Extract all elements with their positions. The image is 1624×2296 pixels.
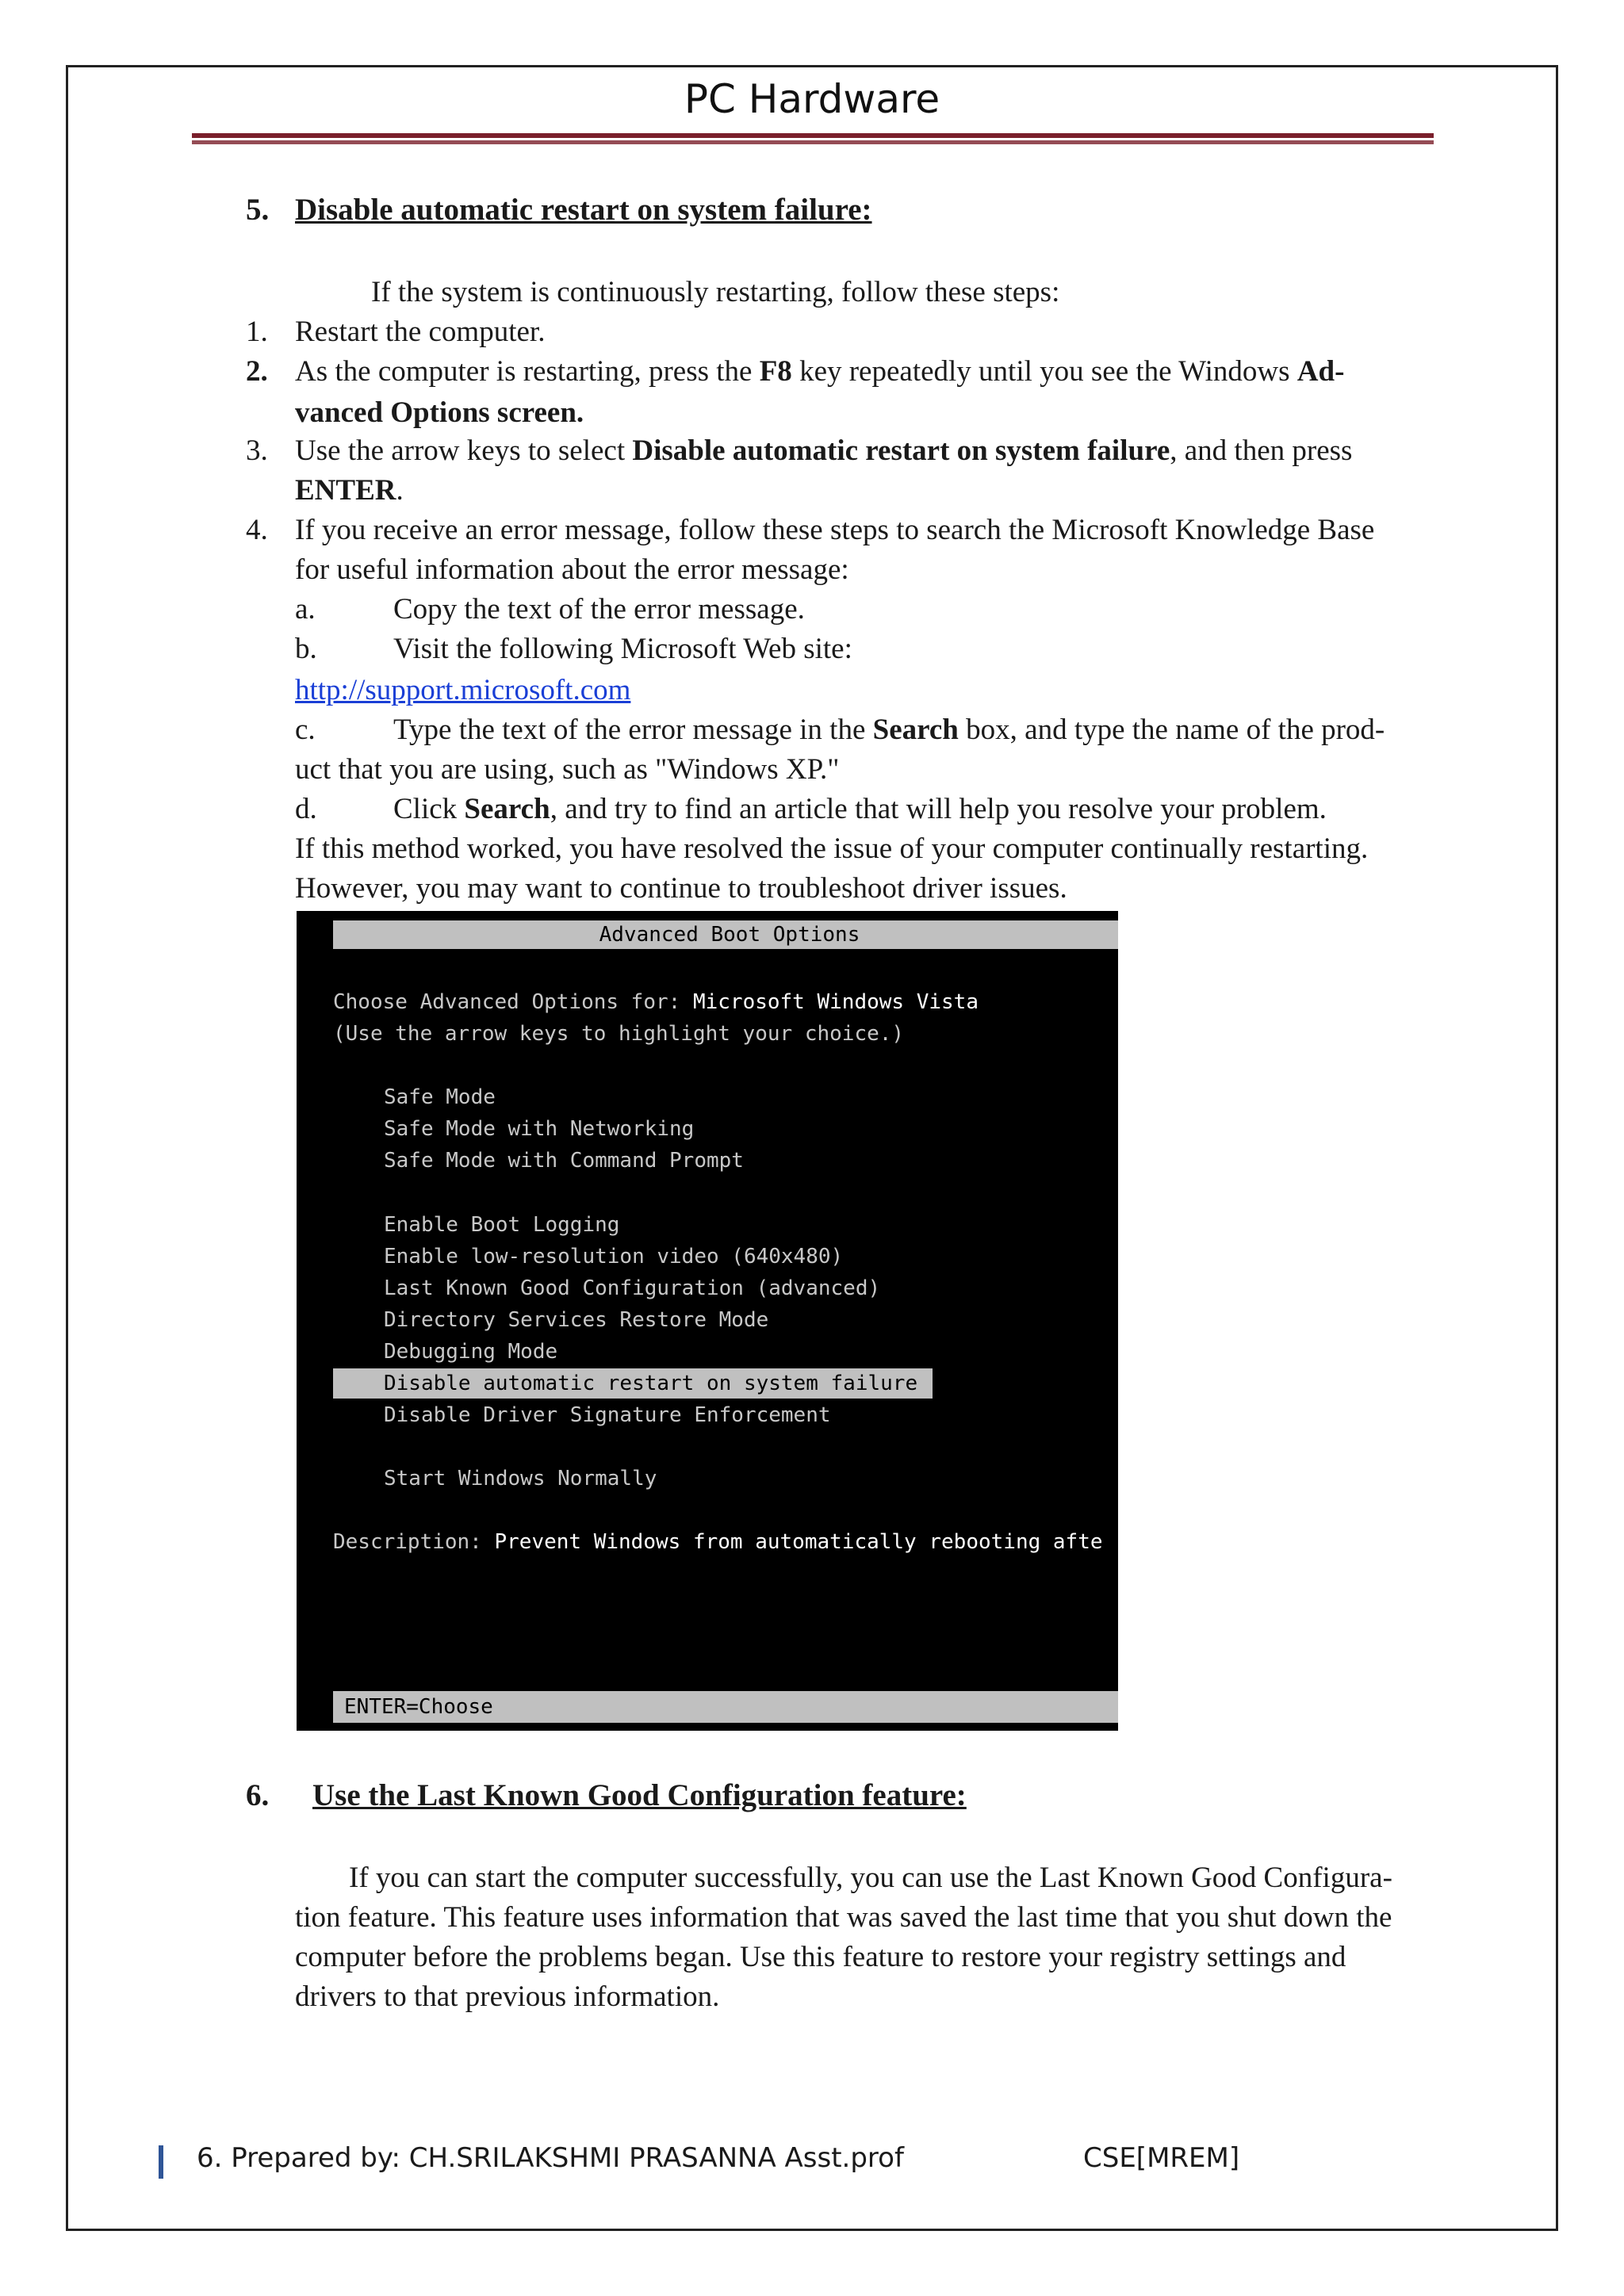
closing-line2: However, you may want to continue to troubleshoot driver issues. xyxy=(295,872,1067,905)
step4-line1: If you receive an error message, follow these steps to search the Microsoft Knowledge Base xyxy=(295,514,1375,546)
boot-option: Disable Driver Signature Enforcement xyxy=(384,1403,831,1427)
page-header-title: PC Hardware xyxy=(684,76,940,122)
step1-text: Restart the computer. xyxy=(295,316,546,348)
header-rule xyxy=(192,133,1434,146)
section6-number: 6. xyxy=(246,1778,270,1812)
boot-option: Safe Mode with Command Prompt xyxy=(384,1149,744,1173)
substep-c-continued: uct that you are using, such as "Windows XP." xyxy=(295,753,840,786)
boot-hint: (Use the arrow keys to highlight your choice.) xyxy=(333,1022,905,1046)
boot-option-start-normally: Start Windows Normally xyxy=(384,1467,657,1490)
section6-line1: If you can start the computer successfully, you can use the Last Known Good Configura- xyxy=(349,1862,1392,1894)
step4-line2: for useful information about the error message: xyxy=(295,553,849,586)
boot-option: Directory Services Restore Mode xyxy=(384,1308,769,1332)
page-footer xyxy=(159,2142,1427,2182)
step2-continued: vanced Options screen. xyxy=(295,396,584,429)
substep-a-text: Copy the text of the error message. xyxy=(393,593,805,626)
boot-option: Enable Boot Logging xyxy=(384,1213,620,1237)
boot-option: Enable low-resolution video (640x480) xyxy=(384,1245,844,1269)
substep-c-text: Type the text of the error message in the Search box, and type the name of the prod- xyxy=(393,714,1385,746)
substep-b-label: b. xyxy=(295,633,317,665)
step2-number: 2. xyxy=(246,355,268,388)
step2-text: As the computer is restarting, press the F8 key repeatedly until you see the Windows Ad- xyxy=(295,355,1345,388)
boot-footer-bar: ENTER=Choose xyxy=(333,1691,1118,1723)
advanced-boot-options-screenshot xyxy=(297,911,1118,1731)
section5-heading: Disable automatic restart on system failure: xyxy=(295,193,872,227)
substep-d-label: d. xyxy=(295,793,317,825)
footer-credit: 6. Prepared by: CH.SRILAKSHMI PRASANNA Asst.prof xyxy=(197,2142,904,2174)
step3-continued: ENTER. xyxy=(295,474,404,507)
substep-b-text: Visit the following Microsoft Web site: xyxy=(393,633,852,665)
footer-department: CSE[MREM] xyxy=(1083,2142,1240,2174)
step3-number: 3. xyxy=(246,434,268,467)
boot-option: Debugging Mode xyxy=(384,1340,558,1364)
boot-title-bar: Advanced Boot Options xyxy=(333,920,1118,949)
footer-accent-bar xyxy=(159,2145,163,2179)
step3-text: Use the arrow keys to select Disable automatic restart on system failure, and then press xyxy=(295,434,1353,467)
step1-number: 1. xyxy=(246,316,268,348)
section6-line4: drivers to that previous information. xyxy=(295,1980,720,2013)
substep-a-label: a. xyxy=(295,593,316,626)
section6-heading: Use the Last Known Good Configuration feature: xyxy=(312,1778,967,1812)
substep-d-text: Click Search, and try to find an article that will help you resolve your problem. xyxy=(393,793,1327,825)
boot-option: Last Known Good Configuration (advanced) xyxy=(384,1276,881,1300)
boot-option-selected: Disable automatic restart on system failure xyxy=(333,1368,933,1399)
section5-number: 5. xyxy=(246,193,270,227)
boot-choose-line: Choose Advanced Options for: Microsoft Windows Vista xyxy=(333,990,979,1014)
section6-line2: tion feature. This feature uses information that was saved the last time that you shut down the xyxy=(295,1901,1392,1934)
boot-option: Safe Mode with Networking xyxy=(384,1117,695,1141)
substep-c-label: c. xyxy=(295,714,316,746)
section6-line3: computer before the problems began. Use this feature to restore your registry settings and xyxy=(295,1941,1346,1973)
boot-description: Description: Prevent Windows from automatically rebooting afte xyxy=(333,1530,1103,1554)
step4-number: 4. xyxy=(246,514,268,546)
section5-intro: If the system is continuously restarting, follow these steps: xyxy=(371,276,1060,308)
boot-option: Safe Mode xyxy=(384,1085,496,1109)
closing-line1: If this method worked, you have resolved the issue of your computer continually restarting. xyxy=(295,832,1369,865)
microsoft-support-link[interactable]: http://support.microsoft.com xyxy=(295,674,631,706)
